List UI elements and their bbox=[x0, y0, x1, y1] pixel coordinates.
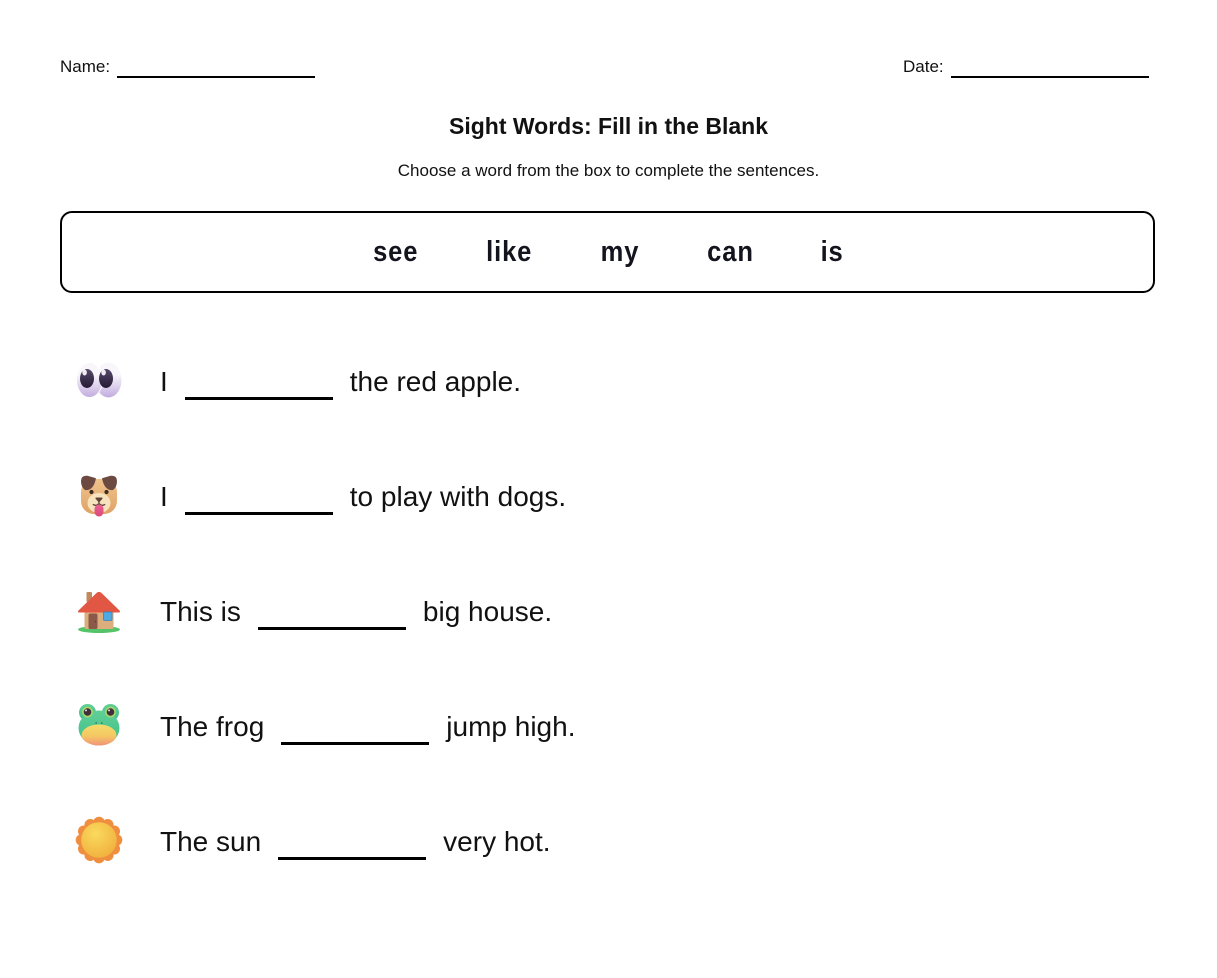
name-label: Name: bbox=[60, 57, 111, 76]
sentence-row bbox=[74, 353, 575, 407]
sentence-after: very hot. bbox=[443, 825, 551, 857]
sentence-text bbox=[160, 476, 566, 515]
date-label: Date: bbox=[903, 57, 944, 76]
frog-icon bbox=[74, 700, 124, 750]
word-bank-box bbox=[60, 211, 1155, 293]
word-bank-word: is bbox=[820, 235, 844, 268]
answer-blank bbox=[278, 821, 426, 860]
word-bank-word: see bbox=[373, 235, 419, 268]
answer-blank bbox=[258, 591, 406, 630]
page-title: Sight Words: Fill in the Blank bbox=[448, 113, 769, 139]
sentence-before: This is bbox=[160, 595, 241, 627]
sentence-before: I bbox=[160, 365, 168, 397]
house-icon bbox=[74, 585, 124, 635]
sentence-after: the red apple. bbox=[349, 365, 522, 397]
word-bank-word: like bbox=[486, 235, 533, 268]
sun-icon bbox=[74, 815, 124, 865]
sentence-before: I bbox=[160, 480, 168, 512]
sentence-after: jump high. bbox=[446, 710, 576, 742]
word-bank-word: my bbox=[600, 235, 640, 268]
date-field bbox=[903, 56, 1149, 78]
sentence-text bbox=[160, 591, 552, 630]
sentence-row bbox=[74, 698, 575, 752]
name-field bbox=[60, 56, 315, 78]
sentence-row bbox=[74, 583, 575, 637]
sentence-text bbox=[160, 821, 551, 860]
sentence-text bbox=[160, 361, 521, 400]
sentence-list bbox=[74, 353, 575, 928]
date-write-line bbox=[951, 56, 1149, 78]
sentence-row bbox=[74, 468, 575, 522]
sentence-after: to play with dogs. bbox=[349, 480, 567, 512]
sentence-before: The frog bbox=[160, 710, 265, 742]
instructions-text: Choose a word from the box to complete the sentences. bbox=[397, 161, 820, 180]
sentence-before: The sun bbox=[160, 825, 262, 857]
name-write-line bbox=[117, 56, 315, 78]
answer-blank bbox=[185, 361, 333, 400]
sentence-row bbox=[74, 813, 575, 867]
answer-blank bbox=[185, 476, 333, 515]
sentence-text bbox=[160, 706, 575, 745]
answer-blank bbox=[281, 706, 429, 745]
eyes-icon bbox=[74, 355, 124, 405]
sentence-after: big house. bbox=[422, 595, 553, 627]
word-bank-word: can bbox=[706, 235, 754, 268]
dog-icon bbox=[74, 470, 124, 520]
